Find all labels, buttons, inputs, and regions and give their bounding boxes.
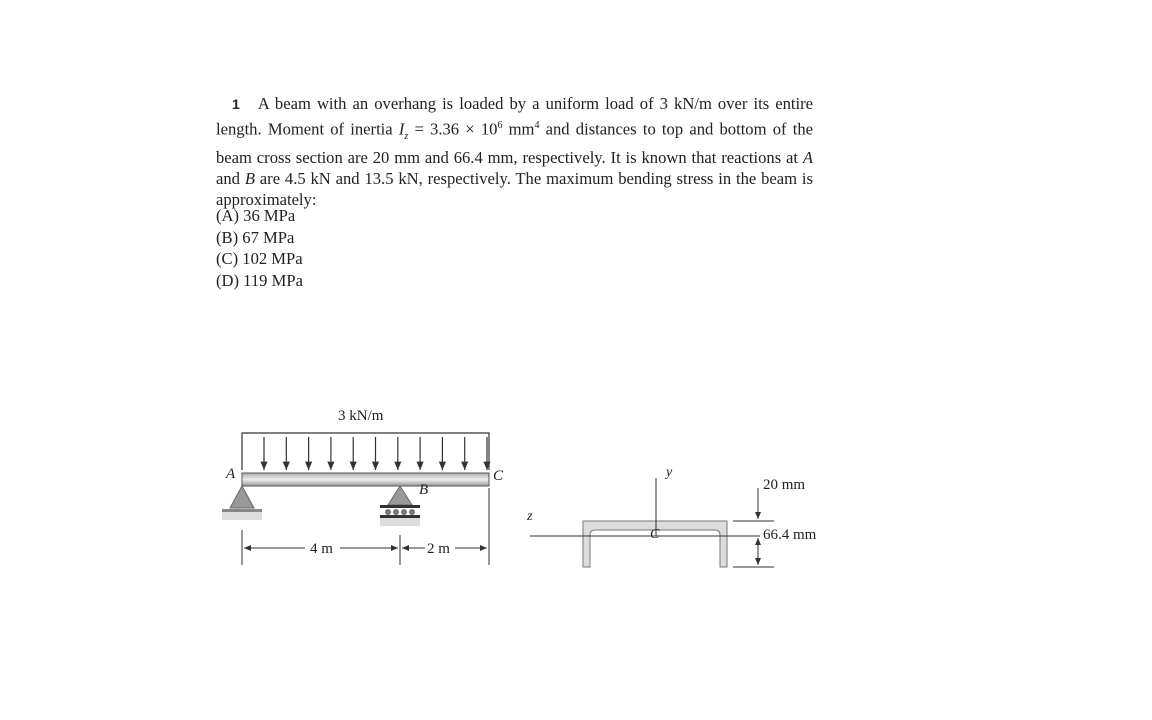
problem-text: and distances to top and bottom of the beam cross section are 20 mm and 66.4 mm, respectively. It is known that reactions at — [216, 119, 813, 167]
pin-support-a — [222, 486, 262, 520]
inertia-subscript: z — [404, 130, 409, 142]
option-c[interactable]: (C) 102 MPa — [216, 249, 303, 268]
point-a: A — [802, 147, 813, 167]
centroid-label: C — [650, 527, 660, 542]
z-label: z — [527, 509, 533, 524]
distributed-load — [242, 433, 489, 470]
label-c: C — [493, 468, 504, 484]
problem-text: and — [216, 168, 245, 188]
problem-text: A beam with an overhang is loaded by a uniform load of 3 kN/m over its entire length. Moment of inertia — [216, 94, 813, 139]
exponent: 6 — [497, 120, 503, 131]
problem-number: 1 — [232, 96, 240, 112]
dimension-lines — [242, 488, 489, 565]
label-b: B — [419, 482, 429, 498]
roller-support-b — [380, 486, 420, 526]
inertia-symbol: I — [398, 119, 405, 139]
option-a[interactable]: (A) 36 MPa — [216, 206, 296, 225]
problem-text: = 3.36 × 10 — [408, 119, 498, 139]
dim-bc: 2 m — [427, 541, 450, 557]
dim-ab: 4 m — [310, 541, 333, 557]
exponent: 4 — [534, 120, 540, 131]
dim-bottom: 66.4 mm — [763, 527, 817, 543]
problem-text: are 4.5 kN and 13.5 kN, respectively. The maximum bending stress in the beam is approximately: — [216, 168, 813, 209]
point-b: B — [244, 168, 255, 188]
problem-text: mm — [502, 119, 535, 139]
option-b[interactable]: (B) 67 MPa — [216, 227, 295, 247]
beam — [242, 473, 489, 486]
load-label: 3 kN/m — [338, 408, 384, 424]
dim-top: 20 mm — [763, 477, 806, 493]
option-d[interactable]: (D) 119 MPa — [216, 270, 303, 290]
label-a: A — [226, 466, 236, 482]
y-label: y — [666, 465, 673, 480]
